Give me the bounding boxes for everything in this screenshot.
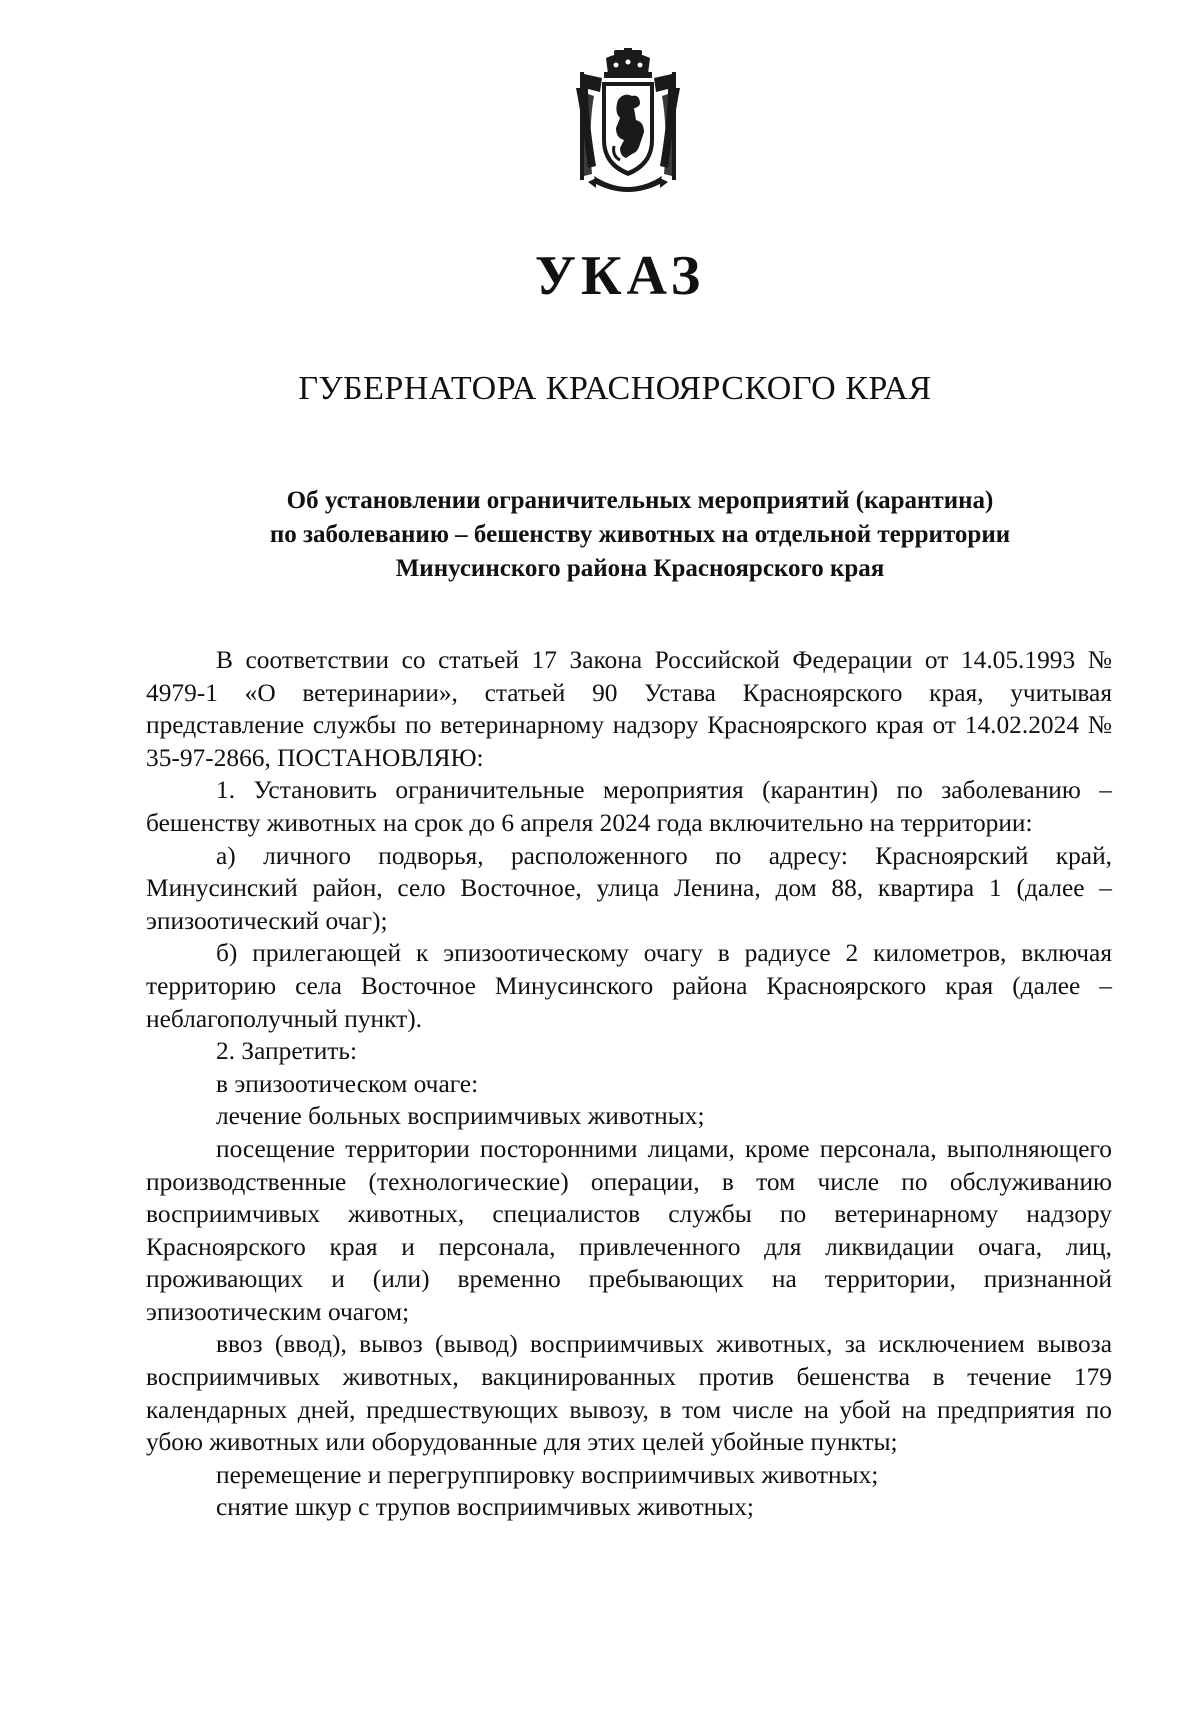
heading-line-1: Об установлении ограничительных мероприятий (карантина): [286, 487, 994, 514]
clause-2-item-treatment: лечение больных восприимчивых животных;: [216, 1102, 705, 1131]
clause-2: 2. Запретить:: [216, 1037, 358, 1066]
clause-1: 1. Установить ограничительные мероприятия (карантин) по заболеванию – бешенству животных на срок до 6 апреля 2024 года включительно на территории:: [146, 776, 1112, 837]
clause-2-item-skinning: снятие шкур с трупов восприимчивых животных;: [216, 1493, 754, 1522]
clause-1b: б) прилегающей к эпизоотическому очагу в радиусе 2 километров, включая территорию села Восточное Минусинского района Красноярского края (далее – неблагополучный пункт).: [146, 939, 1112, 1033]
clause-2-item-transport: ввоз (ввод), вывоз (вывод) восприимчивых животных, за исключением вывоза восприимчивых животных, вакцинированных против бешенства в течение 179 календарных дней, предшествующих вывозу, в том числе на убой на предприятия по убою животных или оборудованные для этих целей убойные пункты;: [146, 1330, 1112, 1457]
decree-title: УКАЗ: [534, 245, 706, 307]
krasnoyarsk-coat-of-arms-icon: [574, 48, 682, 196]
clause-1a: а) личного подворья, расположенного по адресу: Красноярский край, Минусинский район, село Восточное, улица Ленина, дом 88, квартира 1 (далее – эпизоотический очаг);: [146, 841, 1112, 935]
issuer-subtitle: ГУБЕРНАТОРА КРАСНОЯРСКОГО КРАЯ: [298, 370, 932, 407]
decree-body: [146, 644, 1112, 1524]
preamble-paragraph: В соответствии со статьей 17 Закона Российской Федерации от 14.05.1993 № 4979-1 «О ветеринарии», статьей 90 Устава Красноярского края, учитывая представление службы по ветеринарному надзору Красноярского края от 14.02.2024 № 35-97-2866, ПОСТАНОВЛЯЮ:: [146, 646, 1112, 772]
heading-line-2: по заболеванию – бешенству животных на отдельной территории: [269, 521, 1011, 548]
clause-2-scope: в эпизоотическом очаге:: [216, 1069, 479, 1098]
document-heading: [200, 484, 1080, 586]
heading-line-3: Минусинского района Красноярского края: [395, 555, 885, 582]
clause-2-item-regrouping: перемещение и перегруппировку восприимчивых животных;: [216, 1460, 879, 1489]
clause-2-item-visits: посещение территории посторонними лицами, кроме персонала, выполняющего производственные (технологические) операции, в том числе по обслуживанию восприимчивых животных, специалистов службы по ветеринарному надзору Красноярского края и персонала, привлеченного для ликвидации очага, лиц, проживающих и (или) временно пребывающих на территории, признанной эпизоотическим очагом;: [146, 1134, 1112, 1326]
